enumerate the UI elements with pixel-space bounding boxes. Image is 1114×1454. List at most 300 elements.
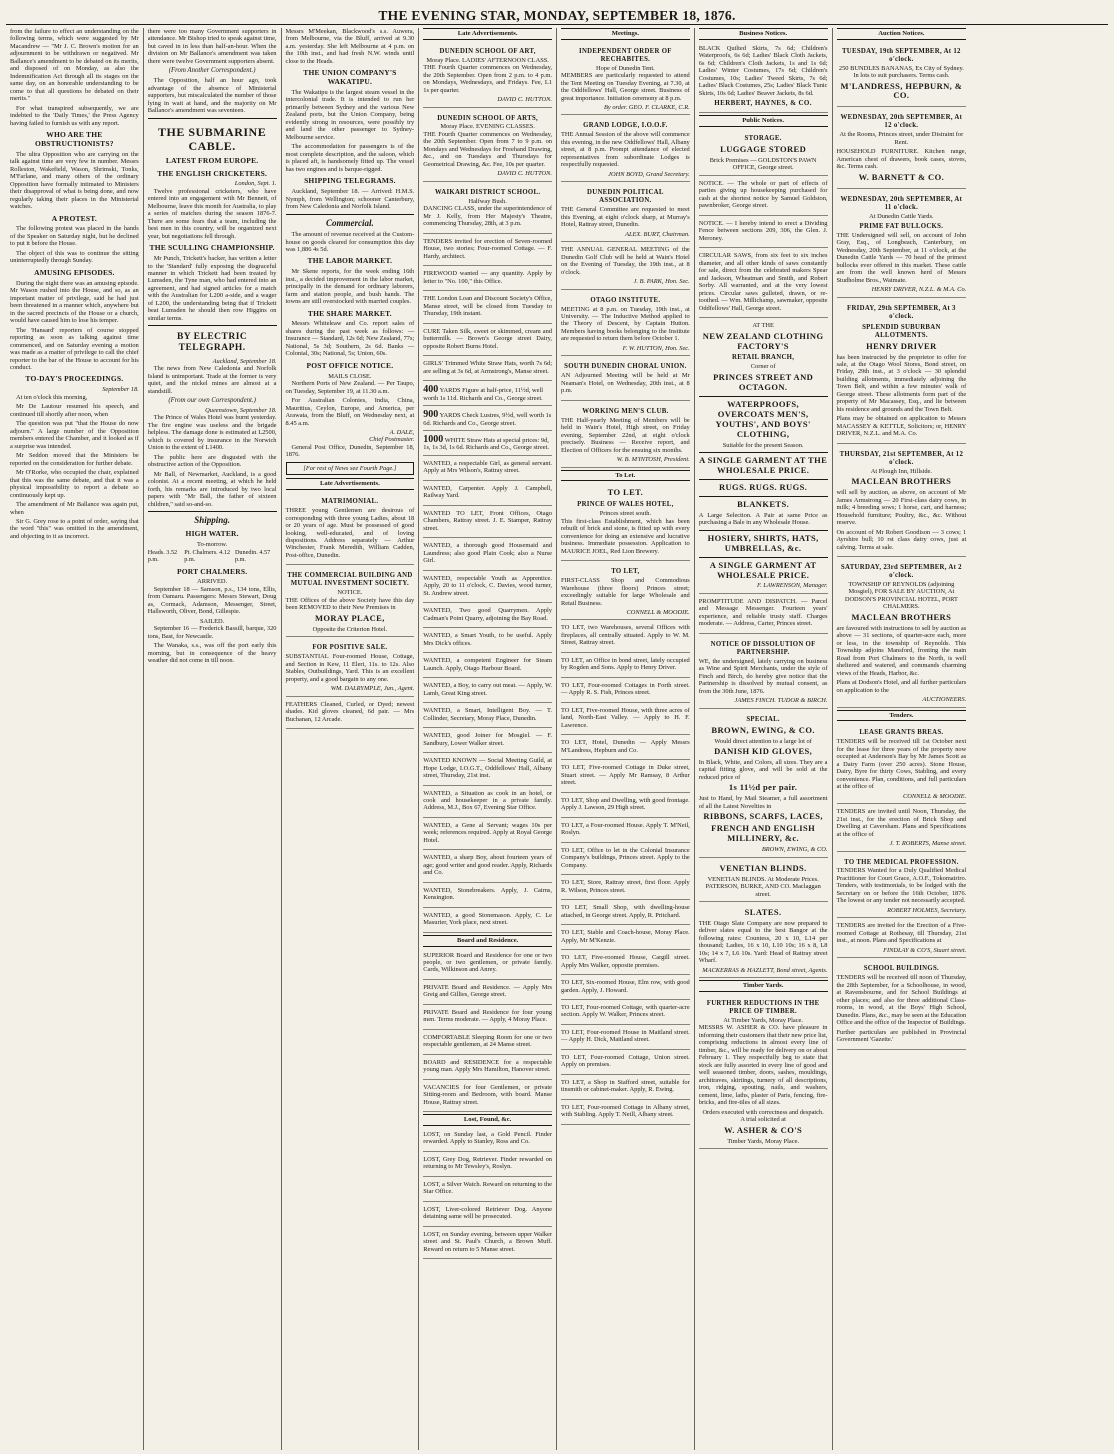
section-heading: TO-DAY'S PROCEEDINGS. [25,374,124,384]
advertisement [561,1027,690,1050]
ad-text: COMFORTABLE Sleeping Room for one or two respectable gentlemen, at 24 Manse street. [423,1033,552,1049]
advertisement [561,795,690,818]
ad-text: In Black, White, and Colors, all sizes. They are a capital fitting glove, and will be sold at the reduced price of [698,758,828,781]
ad-text: TENDERS are invited until Noon, Thursday, the 21st inst., for the erection of Brick Shop and Dwelling at Caversham. Plans and Specifications at the office of [836,808,967,838]
advertisement [561,927,690,950]
ad-text: TENDERS will be received till noon of Thursday, the 28th September, for a Schoolhouse, in wood, at Ravensbourne, and for School Buildings at other places; and also for three additional Class-rooms, in wood, at the Boys' High School, Dunedin. Plans, &c., may be seen at the Education Office and the office of the Inspector of Buildings. [836,974,967,1027]
ad-heading: SPLENDID SUBURBAN ALLOTMENTS. [862,323,941,339]
ad-display-line: HOSIERY, SHIRTS, HATS, UMBRELLAS, &c. [707,532,819,553]
ad-text: TO LET, Small Shop, with dwelling-house attached, in George street. Apply, R. Pritchard. [561,904,690,919]
ad-heading: TO THE MEDICAL PROFESSION. [844,858,959,866]
signature: Chief Postmaster. [369,436,415,444]
paragraph: The Wakatipu is the largest steam vessel in the intercolonial trade. It is intended to run her primarily between Sydney and the various New Zealand ports, but the Union Company, being evidently strong in resources, were possibly try and land the other passenger to Sydney-Melbourne service. [285,88,415,141]
section-title: Commercial. [326,217,374,228]
ad-display-line: BROWN, EWING, & CO. [711,724,815,735]
dateline: September 18. [102,386,139,394]
advertisement [423,236,552,266]
advertisement [423,573,552,603]
ad-text: WHITE Straw Hats at special prices: 9d, 1s, 1s 3d, 1s 6d. Richards and Co., George street. [423,436,549,452]
ad-heading: WEDNESDAY, 20th SEPTEMBER, At 11 o'clock. [840,195,963,211]
ad-subheading: VENETIAN BLINDS. At Moderate Prices. [707,875,819,883]
column-5 [557,28,695,1450]
advertisement [561,244,690,289]
ad-heading: TUESDAY, 19th SEPTEMBER, At 12 o'clock. [841,47,961,63]
ad-text: THE Half-yearly Meeting of Members will be held in Wain's Hotel, High street, on Friday evening, September 22nd, at eight o'clock precisely. Business — Receive report, and Election of Officers for the ensuing six months. [561,416,690,454]
advertisement [423,1229,552,1259]
ad-text: FEATHERS Cleaned, Curled, or Dyed; newest shades. Kid gloves cleaned, 6d pair. — Mrs Buchanan, 12 Arcade. [285,700,415,723]
ad-text: BLACK Quilted Skirts, 7s 6d; Children's Waterproofs, 6s 6d; Ladies' Black Cloth Jackets, 6s 6d; Children's Cloth Jackets, 1s and 1s 6d; Ladies' Winter Costumes, 17s 6d; Children's Costumes, 10s; Ladies' Tweed Skirts, 7s 6d; Ladies' Black Costumes, 25s; Ladies' Black Tunic Skirts, 10s 6d; Ladies' Beaver Jackets, 8s 6d. [698,44,828,97]
ad-subheading: Halfway Bush. [468,197,507,205]
ad-subheading: A trial solicited at [740,1116,786,1124]
advertisement [423,788,552,818]
advertisement [423,655,552,678]
ad-display-line: MACLEAN BROTHERS [851,611,952,622]
ad-text: THE London Loan and Discount Society's Office, Manse street, will be closed from Tuesday to Thursday, 19th instant. [423,295,552,318]
ad-text: VACANCIES for four Gentlemen, or private Sitting-room and Bedroom, with board. Manse House, Rattray street. [423,1083,552,1106]
dateline: Queenstown, September 18. [205,406,277,414]
advertisement [837,191,967,298]
divider [699,496,828,497]
section-heading: THE UNION COMPANY'S WAKATIPU. [303,68,397,87]
ad-text: HOUSEHOLD FURNITURE. Kitchen range, American chest of drawers, book cases, stoves, &c. Terms cash. [836,148,967,171]
ad-text: AN Adjourned Meeting will be held at Mr Neaman's Hotel, on Wednesday, 20th inst., at 8 p.m. [561,372,690,395]
ad-display-line: A SINGLE GARMENT AT WHOLESALE PRICE. [709,559,817,580]
section-heading: POST OFFICE NOTICE. [306,360,394,370]
ad-text: PRIVATE Board and Residence for four young men. Terms moderate. — Apply, 4 Moray Place. [423,1008,552,1024]
ad-subheading: At Timber Yards, Moray Place. [723,1016,803,1024]
ad-text: DANCING CLASS, under the superintendence of Mr J. Kelly, from Her Majesty's Theatre, commencing Thursday, 28th, at 3 p.m. [423,205,552,228]
dateline: London, Sept. 1. [234,180,277,188]
ad-signature: CONNELL & MOODIE. [626,609,690,616]
section-heading: PORT CHALMERS. [176,566,248,576]
divider [148,511,277,512]
ad-signature: J. T. ROBERTS, Manse street. [889,840,967,848]
paragraph: Sir G. Grey rose to a point of order, saying that the word "this" was omitted in the amendment, and objecting to it as incorrect. [10,517,139,540]
section-title: Shipping. [194,515,231,526]
ad-text: THREE young Gentlemen are desirous of corresponding with three young Ladies, about 18 or 20 years of age. Must be possessed of good looking, well-educated, and of loving dispositions. Address separately — Arthur Winchester, Frank Meredith, William Cadden, Post-office, Dunedin. [285,507,415,559]
signature: A. DALE, [389,429,415,436]
ad-display-line: VENETIAN BLINDS. [719,862,807,873]
section-banner: Late Advertisements. [423,28,552,40]
advertisement [699,636,828,709]
ad-signature: FINDLAY & CO'S, Stuart street. [883,946,967,954]
paragraph: The public here are disgusted with the obstructive action of the Opposition. [147,453,277,469]
paragraph: The ultra Opposition who are carrying on the talk against time are very few in number. Messrs Rolleston, Wakefield, Wason, Shrimski, Tonks, M'Farlane, and many others of the ordinary Opposition have formally intimated to Ministers their disapproval of what is being done, and now regularly taking their places in the Ministerial watches. [10,150,139,211]
ad-subheading: Opposite the Criterion Hotel. [312,625,388,633]
ad-text: has been instructed by the proprietor to offer for sale, at the Otago Wool Stores, Bond street, on Friday, 29th inst., at 3 o'clock — 30 splendid building allotments, immediately adjoining the Town Belt, and within a few minutes' walk of George street. These allotments form part of the property of Mr Macassey, Esq., and lie between his residence and grounds and the Town Belt. [836,353,967,413]
section-banner: Public Notices. [699,115,828,127]
newspaper-title: THE EVENING STAR, MONDAY, SEPTEMBER 18, 1876. [378,8,736,24]
ad-text: BOARD and RESIDENCE for a respectable young man. Apply Mrs Hamilton, Hanover street. [423,1058,552,1074]
ad-text: are favoured with instructions to sell by auction as above — 31 sections, of quarter-acre each, more or less, in the township of Reynolds. This Township adjoins Mansford, fronting the main Road from Port Chalmers to the North, is well sheltered and watered, and commands charming views of the Heads, Harbor, &c. [836,624,967,677]
advertisement [423,540,552,570]
ad-display-line: MACLEAN BROTHERS [851,476,952,487]
ad-heading: WAIKARI DISTRICT SCHOOL. [434,188,541,196]
ad-signature: JOHN BOYD, Grand Secretary. [608,170,690,178]
ad-text: WANTED, Carpenter. Apply J. Campbell, Railway Yard. [423,484,552,500]
advertisement [423,383,552,406]
ad-text: WANTED, a competent Engineer for Steam Launch. Apply, Otago Harbour Board. [423,657,552,672]
section-heading: LATEST FROM EUROPE. [165,155,259,165]
divider [699,479,828,480]
advertisement [423,358,552,381]
ad-heading: OTAGO INSTITUTE. [590,296,661,304]
ad-subheading: Orders executed with correctness and despatch. [702,1108,824,1116]
ad-text: PROMPTITUDE AND DISPATCH. — Parcel and Message Messenger. Fourteen years' experience, and reliable trusty staff. Charges moderate. — Address, Carter, Princes street. [698,597,828,628]
ad-display-number: 900 [423,409,439,421]
ad-text: TO LET, two Warehouses, several Offices with fireplaces, all centrally situated. Apply to W. M. Street, Rattray street. [561,624,690,647]
advertisement [423,1179,552,1202]
advertisement [699,995,828,1149]
ad-signature: J. B. PARK, Hon. Sec. [633,278,690,286]
advertisement [561,484,690,561]
paragraph: September 18 — Samson, p.s., 134 tons, Ellis, from Oamaru. Passengers: Messrs Stewart, Doug as, Cormack, Adamson, Messenger, Street, Hallsworth, Oliver, Bond, Gillespie. [147,585,277,616]
advertisement [423,1204,552,1227]
ad-text: LOST, on Sunday last, a Gold Pencil. Finder rewarded. Apply to Stanley, Ross and Co. [423,1131,552,1146]
advertisement [699,250,828,318]
advertisement [561,403,690,468]
advertisement [561,292,690,357]
ad-text: TENDERS invited for erection of Seven-roomed House, two stories; Four-roomed Cottage. — F. Hardy, architect. [423,237,552,260]
advertisement [561,563,690,620]
ad-text: WANTED, a Smart Youth, to be useful. Apply Mrs Dick's offices. [423,632,552,647]
paragraph: The Prince of Wales Hotel was burnt yesterday. The fire engine was useless and the brigade helpless. The damage done is estimated at L2500, which is covered by insurance in the Norwich Union to the extent of L1400. [147,414,277,452]
ad-text: TO LET, Stable and Coach-house, Moray Place. Apply, Mr M'Kenzie. [561,929,690,944]
ad-text: Plans at Dodson's Hotel, and all further particulars on application to the [836,679,967,694]
advertisement [699,320,828,594]
advertisement [423,43,552,108]
ad-subheading: At Dunedin Cattle Yards. [869,212,934,220]
ad-text: TO LET, an Office in bond street, lately occupied by Rogden and Sons. Apply to Henry Driver. [561,656,690,672]
advertisement [837,300,967,444]
ad-display-line: RUGS. RUGS. RUGS. [718,481,808,492]
advertisement [561,680,690,703]
advertisement [561,184,690,242]
advertisement [561,820,690,843]
advertisement [699,43,828,114]
paragraph: Mr Ball, of Newmarket, Auckland, is a good colonist. At a recent meeting, at which he held forth, his remarks are introduced by two local papers with "Mr Ball, the father of sixteen children," said so-and-so. [147,470,277,508]
advertisement [423,1129,552,1152]
advertisement [423,483,552,506]
paragraph: During the night there was an amusing episode. Mr Wason rushed into the House, and so, as an important matter of privilege, said he had just been threatened in a manner which, anywhere but in the sacred precincts of the House or a church, would have caused him to lose his temper. [10,279,139,325]
ad-heading: NOTICE OF DISSOLUTION OF PARTNERSHIP. [710,640,816,656]
advertisement [561,845,690,875]
ad-display-line: 1s 11½d per pair. [728,782,798,793]
ad-display-line: WATERPROOFS, OVERCOATS MEN'S, YOUTHS', AND BOYS' CLOTHING, [715,398,811,439]
divider [699,396,828,397]
section-banner: Board and Residence. [423,935,552,947]
column-7 [833,28,971,1450]
ad-text: WE, the undersigned, lately carrying on business as Wine and Spirit Merchants, under the style of Finch and Birch, do hereby give notice that the Partnership is dissolved by mutual consent, as from the 30th June, 1876. [698,657,828,695]
ad-subheading: Moray Place. EVENING CLASSES. [440,123,535,131]
column-4 [419,28,557,1450]
ad-subheading: Brick Premises — GOLDSTON'S PAWN OFFICE, George street. [709,156,817,172]
advertisement [423,605,552,628]
advertisement [561,977,690,1000]
ad-display-line: LUGGAGE STORED [720,143,807,154]
ad-display-line: SLATES. [744,907,782,917]
ad-text: A Large Selection. A Pair at same Price as purchasing a Bale in any Wholesale House. [698,511,828,527]
columns [6,28,1108,1450]
ad-heading: WEDNESDAY, 20th SEPTEMBER, At 12 o'clock. [840,114,963,130]
ad-text: WANTED, a respectable Girl, as general servant. Apply at Mrs Wilson's, Rattray street. [423,459,552,475]
byline: (From Another Correspondent.) [168,67,256,75]
ad-signature: BROWN, EWING, & CO. [761,846,828,854]
subheading: MAILS CLOSE. [328,372,372,380]
ad-text: WANTED, a sharp Boy, about fourteen years of age; good writer and good reader. Apply, Richards and Co. [423,854,552,877]
ad-text: WANTED, a Boy, to carry out meat. — Apply, W. Lamb, Great King street. [423,682,552,697]
ad-text: Further particulars are published in Provincial Government 'Gazette.' [836,1028,967,1044]
ad-text: GIRLS' Trimmed White Straw Hats, worth 7s 6d; are selling at 3s 6d, at Armstrong's, Manse street. [423,360,552,375]
ad-heading: SCHOOL BUILDINGS. [863,965,940,973]
ad-signature: Timber Yards, Moray Place. [727,1137,800,1145]
advertisement [423,852,552,882]
ad-text: WANTED, a Smart, Intelligent Boy. — T. Collinder, Secretary, Moray Place, Dunedin. [423,707,552,722]
ad-text: FIREWOOD wanted — any quantity. Apply by letter to "No. 100," this Office. [423,270,552,285]
ad-heading: THURSDAY, 21st SEPTEMBER, At 12 o'clock. [839,450,964,466]
ad-display-number: 400 [423,384,439,396]
divider [699,557,828,558]
paragraph: Messrs M'Meekan, Blackwood's s.s. Auwera, from Melbourne, via the Bluff, arrived at 9.30 a.m. yesterday. She left Melbourne at 4 p.m. on the 10th inst., and had fresh N.W. winds until close to the Heads. [285,28,415,65]
paragraph: The object of this was to continue the sitting uninterruptedly through Sunday. [10,249,139,265]
advertisement [837,446,967,557]
ad-text: THE Offices of the above Society have this day been REMOVED to their New Premises in [285,596,415,612]
masthead [6,4,1108,25]
ad-text: THE General Committee are requested to meet this Evening, at eight o'clock sharp, at Murray's Hotel, Rattray street, Dunedin. [561,206,690,229]
column-1 [6,28,144,1450]
ad-signature: W. B. M'INTOSH, President. [616,456,690,464]
ad-text: MEETING at 8 p.m. on Tuesday, 19th inst., at University. — The Inductive Method applied to the Theory of Descent, by Captain Hutton. Members having books belonging to the Institute are requested to return them before October 1. [561,305,690,343]
ad-signature: CONNELL & MOODIE. [902,792,967,800]
ad-heading: MATRIMONIAL. [321,498,379,506]
ad-text: This first-class Establishment, which has been rebuilt of brick and stone, is fitted up with every convenience for doing an extensive and lucrative business. Immediate possession. Application to MAURICE JOEL, Red Lion Brewery. [561,517,690,555]
ad-subheading: TOWNSHIP OF REYNOLDS (adjoining Mosgiel), FOR SALE BY AUCTION, At DODSON'S PROVINCIAL HOTEL, PORT CHALMERS. [844,580,958,611]
ad-subheading: Hope of Dunedin Tent. [596,64,655,72]
ad-text: TO LET, a Four-roomed House. Apply T. M'Neil, Roslyn. [561,821,690,837]
ad-text: Plans may be obtained on application to Messrs MACASSEY & KETTLE, Solicitors; or, HENRY DRIVER, N.Z.L. and M.A. Co. [836,415,967,438]
paragraph: Mr Punch, Trickett's backer, has written a letter to the 'Standard' fully exposing the disgraceful manner in which Trickett had been treated by Lumsden, the Tyne man, who had entered into an agreement, and had signed articles for a match with the Australian for L200 a-side, and a wager of L200, the understanding being that if Trickett beat Lumsden he should then row Higgins on similar terms. [147,255,277,322]
divider [286,214,415,215]
paragraph: Mr De Lautour resumed his speech, and continued till shortly after noon, when [10,403,139,418]
advertisement [561,1002,690,1025]
ad-subheading: AT THE [752,322,774,330]
ad-text: WANTED, a good Stonemason. Apply, C. Le Masurier, York place, next street. [423,911,552,927]
paragraph: Mr Seddon moved that the Ministers be reported on the consideration for further debate. [10,452,139,467]
ad-signature: F. W. HUTTON, Hon. Sec. [622,344,690,352]
ad-text: LOST, a Silver Watch. Reward on returning to the Star Office. [423,1180,552,1196]
ad-signature: ALEX. BURT, Chairman. [625,230,690,238]
ad-text: TO LET, Four-roomed Cottage in Albany street, with Stabling. Apply T. Neill, Albany street. [561,1103,690,1119]
paragraph: Messrs Whiteleaw and Co. report sales of shares during the past week as follows: — Insurance — Standard, 12s 6d; New Zealand, 77s; National, 5s 3d; Southern, 2s 6d. Banks — Colonial, 30s; National, 5s; Union, 60s. [285,320,415,358]
ad-signature: By order. GEO. F. CLARKE, C.R. [604,104,690,111]
ad-text: TO LET, Four-roomed House in Maitland street. — Apply H. Dick, Maitland street. [561,1028,690,1044]
ad-display-line: BLANKETS. [737,498,790,509]
advertisement [423,730,552,753]
section-banner: Business Notices. [699,28,828,40]
paragraph: For what transpired subsequently, we are indebted to the 'Daily Times,' the Press Agency having failed to furnish us with any report. [10,104,139,127]
advertisement [423,910,552,933]
ad-text: WANTED, a Gene al Servant; wages 10s per week; references required. Apply at Royal George Hotel. [423,821,552,844]
advertisement [423,268,552,291]
section-banner: Meetings. [561,28,690,40]
ad-text: SUBSTANTIAL Four-roomed House, Cottage, and Section in Kew, 11 Eleri, 11s. to 12s. Also Stables, Outbuildings, Yard. This is an excellent property, and a good bargain to any one. [285,653,415,683]
ad-display-line: M'LANDRESS, HEPBURN, & CO. [840,80,963,101]
paragraph: For Australian Colonies, India, China, Mauritius, Ceylon, Europe, and America, per Arawata, from the Bluff, on Wednesday next, at 8.45 a.m. [285,397,415,427]
ad-heading: FOR POSITIVE SALE. [312,644,388,652]
advertisement [699,178,828,216]
ad-display-line: PRINCES STREET AND OCTAGON. [713,371,814,392]
ad-text: NOTICE. — The whole or part of effects of parties giving up housekeeping purchased for cash at the shortest notice by Samuel Goldston, pawnbroker, George street. [698,179,828,210]
advertisement [423,950,552,980]
ad-display-line: W. BARNETT & CO. [858,171,945,182]
ad-heading: FURTHER REDUCTIONS IN THE PRICE OF TIMBER. [706,1000,820,1015]
ad-heading: WORKING MEN'S CLUB. [582,407,669,415]
advertisement [837,109,967,188]
advertisement [699,130,828,176]
ad-display-line: HENRY DRIVER [866,340,937,351]
ad-text: NOTICE. — I hereby intend to erect a Dividing Fence between sections 209, 306, the Glen. J. Meroney. [698,219,828,242]
ad-text: WANTED, Stonebreakers. Apply, J. Cairns, Kensington. [423,886,552,902]
ad-heading: DUNEDIN POLITICAL ASSOCIATION. [587,189,664,205]
advertisement [423,630,552,653]
paragraph: Mr O'Rorke, who occupied the chair, explained that this was the same debate, and that it was a physical impossibility to report a debate so continuously kept up. [10,469,139,499]
ad-display-line: NEW ZEALAND CLOTHING FACTORY'S [702,330,824,351]
ad-display-line: DANISH KID GLOVES, [714,746,813,757]
section-banner: To Let. [561,470,690,482]
advertisement [423,680,552,703]
ad-signature: AUCTIONEERS. [922,696,967,704]
ad-display-line: HERBERT, HAYNES, & CO. [714,99,812,108]
ad-text: TO LET, a Shop in Stafford street, suitable for tinsmith or cabinet-maker. Apply, R. Ewing. [561,1078,690,1094]
ad-display-line: FRENCH AND ENGLISH MILLINERY, &c. [711,823,816,844]
paragraph: The news from New Caledonia and Norfolk Island is unimportant. Trade at the former is very quiet, and the nickel mines are almost at a standstill. [147,365,277,395]
major-heading: BY ELECTRIC TELEGRAPH. [176,332,248,354]
byline: (From our own Correspondent.) [168,397,256,405]
ad-display-line: A SINGLE GARMENT AT THE WHOLESALE PRICE. [699,454,828,475]
advertisement [561,358,690,400]
column-2 [144,28,282,1450]
advertisement [837,806,967,851]
advertisement [561,762,690,792]
section-banner: Timber Yards. [699,980,828,992]
ad-subheading: Suitable for the present Season. [722,441,804,449]
ad-text: TENDERS are invited for the Erection of a Five-roomed Cottage at Rothesay, till Thursday, 21st inst., at noon. Plans and Specifications at [836,922,967,945]
ad-text: MEMBERS are particularly requested to attend the Tent Meeting on Tuesday Evening, at 7.30, at the Oddfellows' Hall, George street. Business of great importance. Initiation ceremony at 8 p.m. [561,72,690,102]
advertisement [286,699,415,729]
section-heading: AMUSING EPISODES. [34,267,115,277]
paragraph: At ten o'clock this morning, [16,393,88,401]
ad-signature: DAVID C. HUTTON. [497,96,552,104]
advertisement [561,705,690,735]
advertisement [561,622,690,652]
advertisement [286,639,415,696]
ad-text: THE Undersigned will sell, on account of John Gray, Esq., of Longbeach, Canterbury, on Wednesday, 20th September, at 11 o'clock, at the Dunedin Cattle Yards — 70 head of the primest bullocks ever offered in this market. These cattle are from the well known herd of Messrs Studholme Bros., Waimate. [836,231,967,284]
ad-text: TO LET, Office to let in the Colonial Insurance Company's buildings, Princes street. Apply to the Company. [561,846,690,869]
paragraph: The amount of revenue received at the Custom-house on goods cleared for consumption this day was 1,886 4s 5d. [285,231,415,253]
ad-text: WANTED, a Situation as cook in an hotel, or cook and housekeeper in a private family. Address, M.J., Box 67, Evening Star Office. [423,789,552,812]
advertisement [423,326,552,356]
paragraph: The amendment of Mr Ballance was again put, when [10,501,139,516]
advertisement [561,1052,690,1075]
paragraph: Auckland, September 18. — Arrived: H.M.S. Nymph, from Wellington; schooner Canterbury, from New Caledonia and Norfolk Island. [285,188,415,211]
ad-heading: DUNEDIN SCHOOL OF ART, [439,47,536,55]
ad-display-line: RIBBONS, SCARFS, LACES, [703,811,823,822]
ad-text: WANTED, good Joiner for Mosgiel. — F. Sandbury, Lower Walker street. [423,732,552,747]
divider [148,325,277,326]
ad-text: TO LET, Five-roomed Cottage in Duke street, Stuart street. — Apply Mr Ramsay, 8 Arthur street. [561,764,690,787]
paragraph: The accommodation for passengers is of the most complete description, and the saloon, which is placed aft, is handsomely fitted up. The vessel has two engines and is barque-rigged. [285,143,415,173]
paragraph: The Opposition, half an hour ago, took advantage of the absence of Ministerial supporters, but miscalculated the number of those lying in wait at hand, and the majority on Mr Ballance's amendment was seventeen. [147,77,277,115]
ad-signature: F. LAWRENSON, Manager. [757,582,828,590]
section-banner: Auction Notices. [837,28,967,40]
advertisement [423,408,552,431]
ad-signature: MACKERRAS & HAZLETT, Bond street, Agents. [702,966,828,974]
section-heading: SHIPPING TELEGRAMS. [304,176,396,186]
advertisement [561,902,690,925]
ad-text: MESSRS W. ASHER & CO. have pleasure in informing their customers that their new price list, comprising reductions in almost every line of timber, &c., will be ready for delivery on or about February 1. They respectfully beg to state that stock are fully assorted in every line of good and well seasoned timber, doors, sashes, mouldings, architraves, skirtings, turnery of all descriptions, iron, ridging, spouting, nails, and washers, cement, lime, laths, plaster of Paris, fencing, fire-bricks, and fire-tiles of all sizes. [698,1024,828,1107]
ad-text: THE Fourth Quarter commences on Wednesday, the 20th September. Open from 7 to 9 p.m. on Mondays and Wednesdays for Freehand Drawing, &c., and on Tuesdays and Thursdays for Geometrical Drawing, &c. Fee, 10s per quarter. [423,130,552,168]
advertisement [423,982,552,1005]
advertisement [561,877,690,900]
paragraph: The following protest was placed in the hands of the Speaker on Saturday night, but he declined to put it before the House. [10,225,139,248]
advertisement [699,218,828,248]
ad-text: THE ANNUAL GENERAL MEETING of the Dunedin Golf Club will be held at Wain's Hotel on the Evening of Tuesday, the 19th inst., at 8 o'clock. [561,246,690,276]
ad-signature: DAVID C. HUTTON. [497,170,552,178]
paragraph: Mr Skene reports, for the week ending 16th inst., a decided improvement in the labor market, principally in the demand for ordinary laborers, farm and station people, and bush hands. The towns are still overstocked with married couples. [285,268,415,306]
advertisement [423,433,552,456]
advertisement [837,854,967,919]
advertisement [561,1102,690,1125]
ad-subheading: Moray Place. LADIES' AFTERNOON CLASS. [426,56,549,64]
section-heading: WHO ARE THE OBSTRUCTIONISTS? [35,130,114,149]
ad-text: TO LET, Four-roomed Cottages in Forth street. — Apply R. S. Fish, Princes street. [561,681,690,697]
tide-table [148,549,277,564]
advertisement [423,110,552,182]
advertisement [423,184,552,234]
ad-text: THE Otago Slate Company are now prepared to deliver slates equal to the best Bangor at the following rates: Countess, 20 x 10, L14 per thousand; Ladies, 16 x 10, L10 10s; 16 x 8, L8 10s; 14 x 7, L6 10s. Yard: Head of Rattray street Wharf. [698,919,828,965]
ad-text: At the Rooms, Princes street, under Distraint for Rent. [839,131,964,146]
ad-text: On account of Mr Robert Goodison — 3 cows; 1 Ayrshire bull; 10 rst class dairy cows, just at calving. Terms at sale. [836,528,967,551]
advertisement [837,920,967,958]
ad-heading: SOUTH DUNEDIN CHORAL UNION. [564,363,687,371]
paragraph: there were too many Government supporters in attendance. Mr Bishop tried to speak against time, but caved in in less than half-an-hour. When the division on Mr Ballance's amendment was taken there were twelve Government supporters absent. [147,28,277,65]
column-3 [282,28,420,1450]
ad-heading: RETAIL BRANCH, [732,354,795,362]
advertisement [423,1082,552,1112]
ad-signature: HENRY DRIVER, N.Z.L. & M.A. Co. [871,286,967,294]
ad-subheading: At Plough Inn, Hillside. [870,467,932,475]
ad-signature: ROBERT HOLMES, Secretary. [887,906,967,914]
advertisement [423,705,552,728]
ad-text: will sell by auction, as above, on account of Mr James Armstrong — 20 First-class dairy cows, in milk; 4 breeding sows; 1 horse, cart, and harness; Household furniture; Poultry, &c., &c. Without reserve. [836,489,967,527]
advertisement [423,1057,552,1080]
paragraph: Twelve professional cricketers, who have entered into an engagement with Mr Bennett, of Melbourne, leave this month for Australia, to play a series of matches during the season 1876-7. There are some fears that a team, including the best men in this country, will be organized next year, but negotiations fell through. [147,187,277,240]
ad-text: TO LET, Hotel, Dunedin — Apply Messrs M'Landress, Hepburn and Co. [561,739,690,754]
ad-signature: WM. DALRYMPLE, Jun., Agent. [330,685,415,693]
ad-text: TO LET, Store, Rattray street, first floor. Apply R. Wilson, Princes street. [561,879,690,894]
ad-heading: SATURDAY, 23rd SEPTEMBER, At 2 o'clock. [840,564,962,579]
ad-display-number: 1000 [423,433,444,445]
advertisement [699,904,828,978]
major-heading: THE SUBMARINE CABLE. [158,124,267,153]
advertisement [423,458,552,481]
advertisement [837,724,967,804]
paragraph: The question was put "that the House do now adjourn." A large number of the Opposition members entered the Chamber, and it looked as if a surprise was intended. [10,420,139,450]
ad-subheading: Princes street south. [599,510,652,518]
ad-text: 250 BUNDLES BANANAS, Ex City of Sydney. In lots to suit purchasers. Terms cash. [838,64,964,80]
ad-text: TO LET, Four-roomed Cottage, Union street. Apply on premises. [561,1053,690,1069]
section-banner: Tenders. [837,710,967,722]
